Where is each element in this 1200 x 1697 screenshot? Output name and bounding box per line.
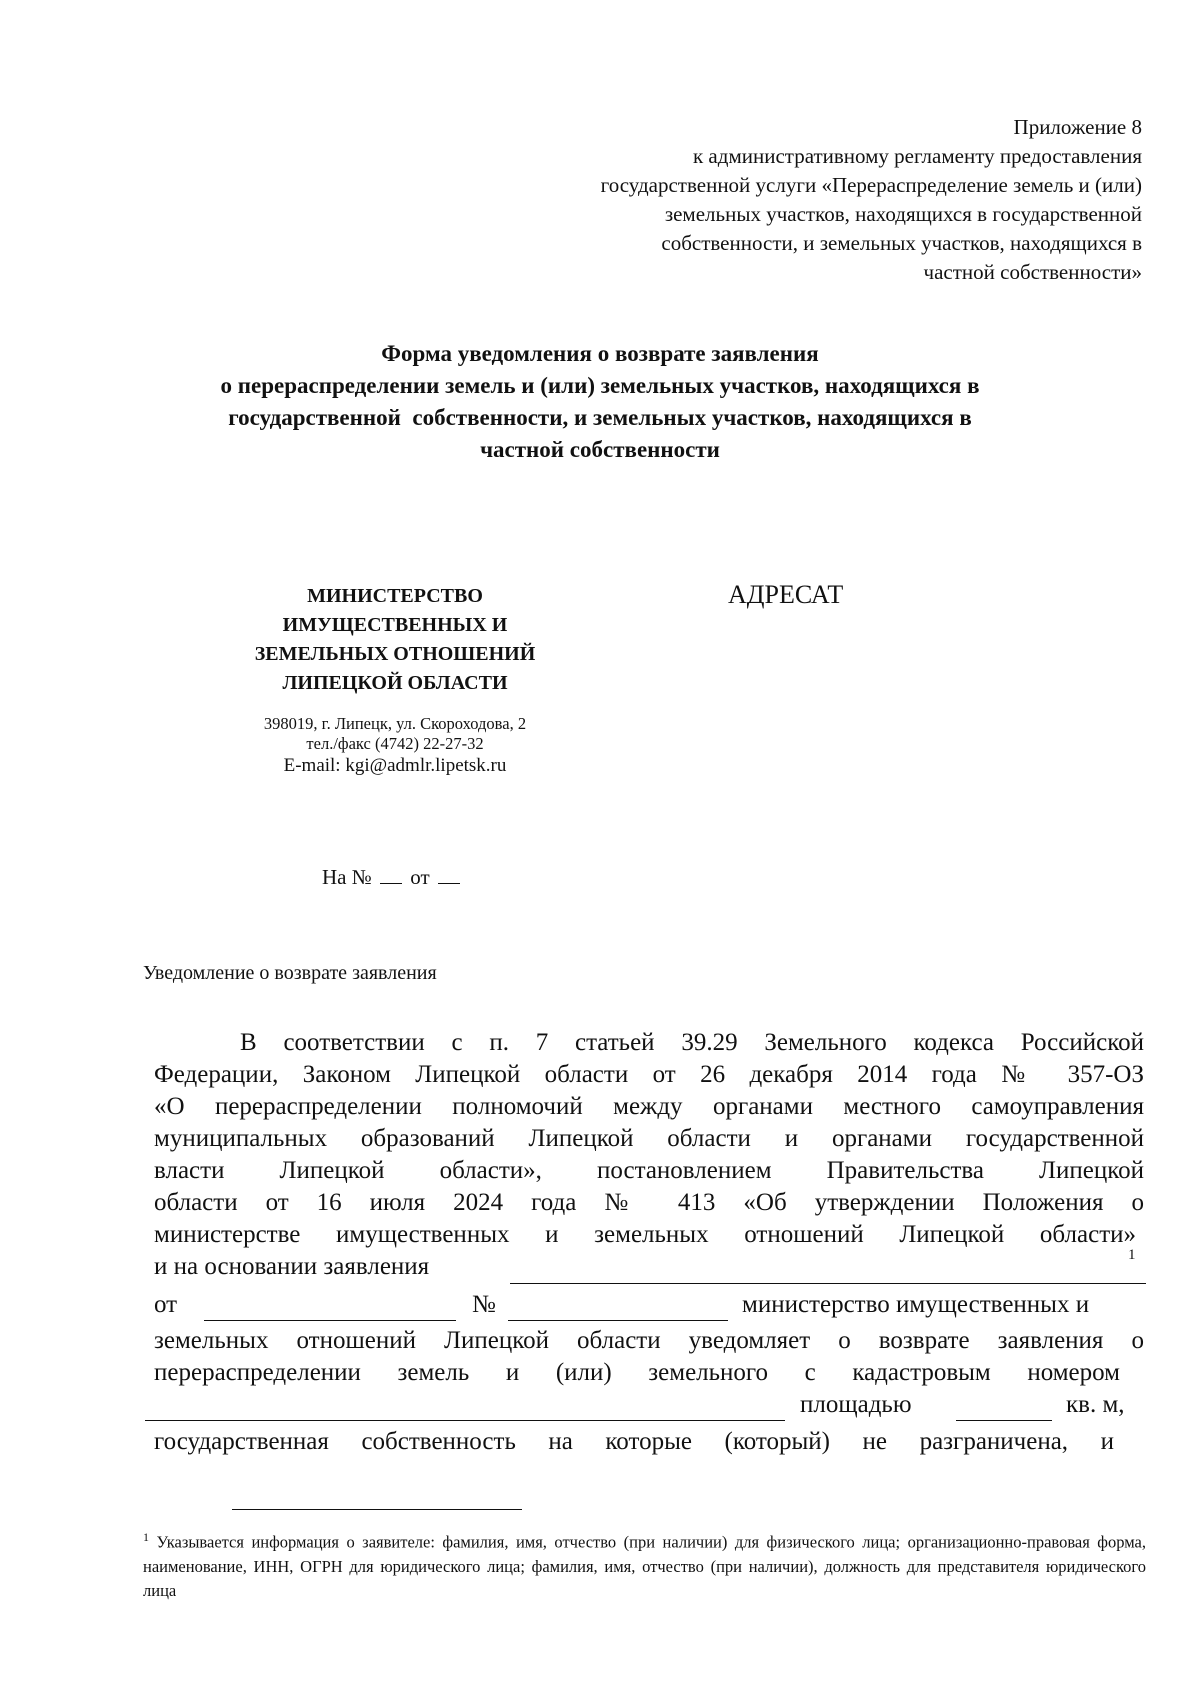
reference-no-label: На №	[322, 865, 372, 889]
reference-no-blank[interactable]	[380, 866, 402, 884]
ministry-email: E-mail: kgi@admlr.lipetsk.ru	[283, 755, 507, 776]
body-line: перераспределении земель и (или) земельного с кадастровым номером	[154, 1359, 1120, 1386]
title-line: частной собственности	[480, 437, 720, 462]
ministry-line: ИМУЩЕСТВЕННЫХ И	[282, 614, 508, 636]
appendix-line: к административному регламенту предоставления	[692, 144, 1142, 168]
footnote-ref: 1	[1128, 1247, 1136, 1263]
footnote-separator	[232, 1509, 522, 1510]
ministry-phone: тел./факс (4742) 22-27-32	[306, 734, 484, 753]
body-line: муниципальных образований Липецкой области и органами государственной	[154, 1125, 1144, 1152]
appendix-header	[502, 113, 1142, 287]
ministry-address: 398019, г. Липецк, ул. Скороходова, 2	[263, 714, 527, 733]
addressee-label: АДРЕСАТ	[728, 580, 844, 609]
footnote-text: Указывается информация о заявителе: фамилия, имя, отчество (при наличии) для физического лица; организационно-правовая форма, наименование, ИНН, ОГРН для юридического лица; фамилия, имя, отчество (при наличии), должность для представителя юридического лица	[143, 1532, 1147, 1600]
reference-from-label: от	[410, 865, 430, 889]
footnote-mark: 1	[143, 1530, 149, 1544]
appendix-line: Приложение 8	[1013, 115, 1142, 139]
body-line: области от 16 июля 2024 года № 413 «Об утверждении Положения о	[154, 1189, 1144, 1216]
ministry-contacts	[230, 714, 560, 778]
reference-date-blank[interactable]	[438, 866, 460, 884]
reference-line	[322, 865, 463, 890]
body-line: министерство имущественных и	[742, 1291, 1090, 1318]
ministry-line: МИНИСТЕРСТВО	[307, 585, 483, 607]
body-line: власти Липецкой области», постановлением Правительства Липецкой	[154, 1157, 1144, 1184]
cadastral-number-blank[interactable]	[145, 1420, 785, 1421]
notice-subject: Уведомление о возврате заявления	[143, 962, 437, 984]
body-line: Федерации, Законом Липецкой области от 26 декабря 2014 года № 357-ОЗ	[154, 1061, 1144, 1088]
title-line: государственной собственности, и земельных участков, находящихся в	[228, 405, 972, 430]
title-line: Форма уведомления о возврате заявления	[381, 341, 819, 366]
application-date-blank[interactable]	[204, 1320, 456, 1321]
body-line: «О перераспределении полномочий между органами местного самоуправления	[154, 1093, 1144, 1120]
ministry-name	[230, 582, 560, 698]
number-label: №	[472, 1291, 496, 1318]
body-line: земельных отношений Липецкой области уведомляет о возврате заявления о	[154, 1327, 1144, 1354]
appendix-line: земельных участков, находящихся в государственной	[664, 202, 1142, 226]
appendix-line: частной собственности»	[923, 260, 1142, 284]
appendix-line: собственности, и земельных участков, находящихся в	[661, 231, 1142, 255]
appendix-line: государственной услуги «Перераспределение земель и (или)	[600, 173, 1142, 197]
title-line: о перераспределении земель и (или) земельных участков, находящихся в	[220, 373, 980, 398]
from-label: от	[154, 1291, 178, 1318]
footnote	[143, 1525, 1146, 1603]
application-number-blank[interactable]	[508, 1320, 728, 1321]
body-line: министерстве имущественных и земельных отношений Липецкой области»	[154, 1221, 1136, 1248]
body-line: государственная собственность на которые (который) не разграничена, и	[154, 1428, 1114, 1455]
ministry-line: ЛИПЕЦКОЙ ОБЛАСТИ	[282, 672, 508, 694]
body-line: В соответствии с п. 7 статьей 39.29 Земельного кодекса Российской	[240, 1029, 1144, 1056]
area-label: площадью	[800, 1391, 912, 1418]
area-blank[interactable]	[956, 1420, 1052, 1421]
applicant-blank[interactable]	[510, 1283, 1146, 1284]
area-unit: кв. м,	[1066, 1391, 1125, 1418]
document-title	[100, 338, 1100, 466]
body-line: и на основании заявления	[154, 1253, 430, 1280]
ministry-line: ЗЕМЕЛЬНЫХ ОТНОШЕНИЙ	[254, 643, 536, 665]
